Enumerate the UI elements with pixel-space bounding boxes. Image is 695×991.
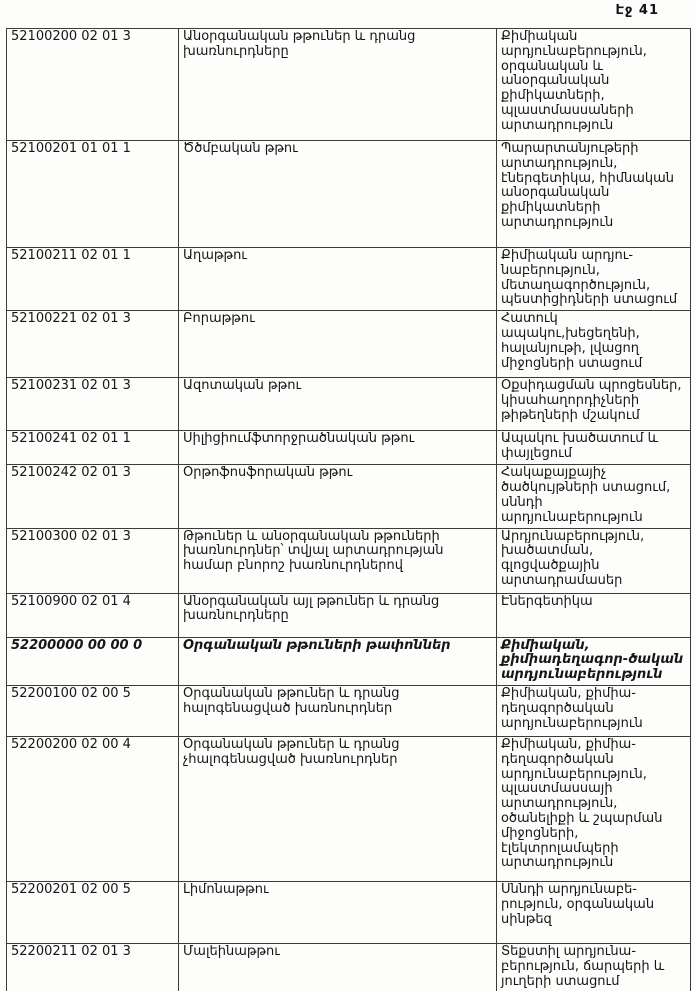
cell-usage-area: Քիմիական արդյու-նաբերություն, մետաղագործություն, պեստիցիդների ստացում [497, 248, 691, 311]
cell-waste-code: 52100200 02 01 3 [7, 29, 179, 141]
cell-waste-code: 52100241 02 01 1 [7, 431, 179, 465]
cell-waste-name: Անօրգանական այլ թթուներ և դրանց խառնուրդները [179, 593, 497, 637]
cell-waste-name: Մալեինաթթու [179, 943, 497, 991]
table-body [7, 29, 691, 991]
table-row [7, 881, 691, 943]
table-row [7, 248, 691, 311]
table-row [7, 593, 691, 637]
cell-usage-area: Սննդի արդյունաբե-րություն, օրգանական սինթեզ [497, 881, 691, 943]
cell-waste-name: Անօրգանական թթուներ և դրանց խառնուրդները [179, 29, 497, 141]
cell-usage-area: Էներգետիկա [497, 593, 691, 637]
table-row [7, 943, 691, 991]
cell-usage-area: Քիմիական, քիմիադեղագոր-ծական արդյունաբերություն [497, 637, 691, 685]
table-row [7, 685, 691, 736]
cell-usage-area: Հատուկ ապակու,խեցեղենի, հալանյութի, լվացող միջոցների ստացում [497, 311, 691, 378]
cell-usage-area: Պարարտանյութերի արտադրություն, էներգետիկա, հիմնական անօրգանական քիմիկատների արտադրություն [497, 141, 691, 248]
cell-usage-area: Տեքստիլ արդյունա-բերություն, ճարպերի և յուղերի ստացում [497, 943, 691, 991]
cell-waste-name: Սիլիցիումֆտորջրածնական թթու [179, 431, 497, 465]
cell-waste-name: Աղաթթու [179, 248, 497, 311]
cell-waste-code: 52100231 02 01 3 [7, 378, 179, 431]
cell-waste-code: 52200200 02 00 4 [7, 736, 179, 881]
cell-waste-name: Թթուներ և անօրգանական թթուների խառնուրդներ՝ տվյալ արտադրության համար բնորոշ խառնուրդներով [179, 528, 497, 593]
table-row [7, 431, 691, 465]
cell-waste-code: 52200100 02 00 5 [7, 685, 179, 736]
table-row [7, 637, 691, 685]
cell-waste-code: 52100201 01 01 1 [7, 141, 179, 248]
cell-waste-name: Բորաթթու [179, 311, 497, 378]
cell-usage-area: Հակաքայքայիչ ծածկույթների ստացում, սննդի արդյունաբերություն [497, 465, 691, 528]
cell-waste-code: 52100900 02 01 4 [7, 593, 179, 637]
cell-usage-area: Արդյունաբերություն, խածատման, գլոցվածքային արտադրամասեր [497, 528, 691, 593]
table-row [7, 29, 691, 141]
cell-usage-area: Քիմիական, քիմիա-դեղագործական արդյունաբերություն [497, 685, 691, 736]
cell-waste-code: 52100242 02 01 3 [7, 465, 179, 528]
cell-waste-name: Ազոտական թթու [179, 378, 497, 431]
table-row [7, 311, 691, 378]
cell-waste-name: Ծծմբական թթու [179, 141, 497, 248]
table-row [7, 141, 691, 248]
cell-waste-code: 52100211 02 01 1 [7, 248, 179, 311]
table-row [7, 528, 691, 593]
waste-codes-table [6, 28, 691, 991]
cell-usage-area: Ապակու խածատում և փայլեցում [497, 431, 691, 465]
cell-waste-code: 52100221 02 01 3 [7, 311, 179, 378]
cell-usage-area: Օքսիդացման պրոցեսներ, կիսահաղորդիչների թիթեղների մշակում [497, 378, 691, 431]
table-row [7, 465, 691, 528]
cell-waste-code: 52100300 02 01 3 [7, 528, 179, 593]
table-row [7, 378, 691, 431]
cell-waste-name: Օրգանական թթուների թափոններ [179, 637, 497, 685]
table-row [7, 736, 691, 881]
cell-usage-area: Քիմիական արդյունաբերություն, օրգանական և անօրգանական քիմիկատների, պլաստմասսաների արտադրություն [497, 29, 691, 141]
page-number: Էջ 41 [615, 3, 659, 18]
cell-usage-area: Քիմիական, քիմիա-դեղագործական արդյունաբերություն, պլաստմասսայի արտադրություն, օծանելիքի և շպարման միջոցների, էլեկտրոլամպերի արտադրություն [497, 736, 691, 881]
cell-waste-code: 52200000 00 00 0 [7, 637, 179, 685]
cell-waste-code: 52200211 02 01 3 [7, 943, 179, 991]
cell-waste-name: Օրթոֆոսֆորական թթու [179, 465, 497, 528]
cell-waste-name: Օրգանական թթուներ և դրանց չհալոգենացված խառնուրդներ [179, 736, 497, 881]
cell-waste-name: Օրգանական թթուներ և դրանց հալոգենացված խառնուրդներ [179, 685, 497, 736]
cell-waste-name: Լիմոնաթթու [179, 881, 497, 943]
cell-waste-code: 52200201 02 00 5 [7, 881, 179, 943]
